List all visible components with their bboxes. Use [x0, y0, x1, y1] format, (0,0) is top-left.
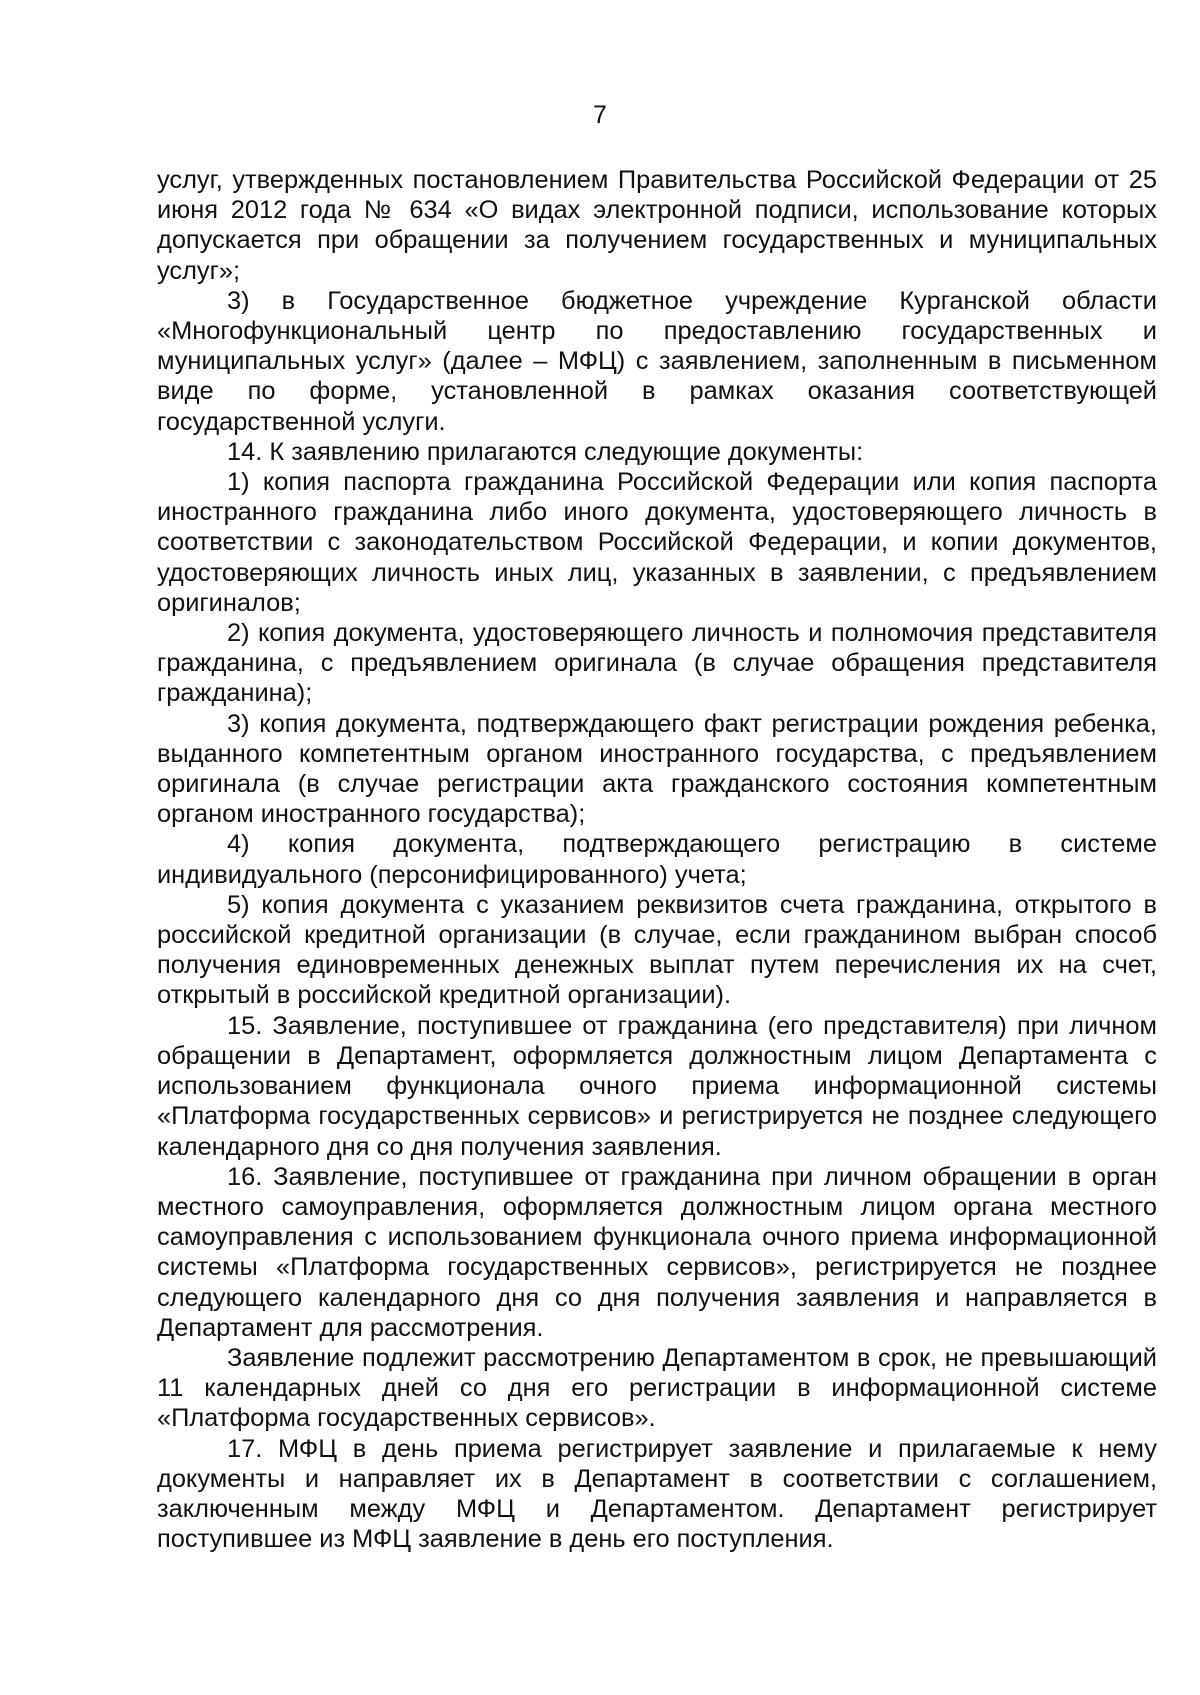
paragraph-14-item-3: 3) копия документа, подтверждающего факт регистрации рождения ребенка, выданного компетентным органом иностранного государства, с предъявлением оригинала (в случае регистрации акта гражданского состояния компетентным органом иностранного государства);: [157, 709, 1157, 829]
page-number: 7: [593, 101, 607, 129]
paragraph-14-item-5: 5) копия документа с указанием реквизитов счета гражданина, открытого в российской кредитной организации (в случае, если гражданином выбран способ получения единовременных денежных выплат путем перечисления их на счет, открытый в российской кредитной организации).: [157, 890, 1157, 1010]
document-body: [157, 165, 1157, 1554]
paragraph-item-3-mfc: 3) в Государственное бюджетное учреждение Курганской области «Многофункциональный центр по предоставлению государственных и муниципальных услуг» (далее – МФЦ) с заявлением, заполненным в письменном виде по форме, установленной в рамках оказания соответствующей государственной услуги.: [157, 286, 1157, 436]
paragraph-14-item-4: 4) копия документа, подтверждающего регистрацию в системе индивидуального (персонифицированного) учета;: [157, 830, 1157, 889]
paragraph-14: 14. К заявлению прилагаются следующие документы:: [227, 437, 864, 466]
paragraph-14-item-2: 2) копия документа, удостоверяющего личность и полномочия представителя гражданина, с предъявлением оригинала (в случае обращения представителя гражданина);: [157, 619, 1157, 708]
paragraph-17: 17. МФЦ в день приема регистрирует заявление и прилагаемые к нему документы и направляет их в Департамент в соответствии с соглашением, заключенным между МФЦ и Департаментом. Департамент регистрирует поступившее из МФЦ заявление в день его поступления.: [157, 1434, 1157, 1554]
paragraph-16-review-term: Заявление подлежит рассмотрению Департаментом в срок, не превышающий 11 календарных дней со дня его регистрации в информационной системе «Платформа государственных сервисов».: [157, 1343, 1157, 1433]
paragraph-continuation: услуг, утвержденных постановлением Правительства Российской Федерации от 25 июня 2012 года № 634 «О видах электронной подписи, использование которых допускается при обращении за получением государственных и муниципальных услуг»;: [157, 166, 1157, 285]
paragraph-15: 15. Заявление, поступившее от гражданина (его представителя) при личном обращении в Департамент, оформляется должностным лицом Департамента с использованием функционала очного приема информационной системы «Платформа государственных сервисов» и регистрируется не позднее следующего календарного дня со дня получения заявления.: [157, 1011, 1157, 1161]
paragraph-16: 16. Заявление, поступившее от гражданина при личном обращении в орган местного самоуправления, оформляется должностным лицом органа местного самоуправления с использованием функционала очного приема информационной системы «Платформа государственных сервисов», регистрируется не позднее следующего календарного дня со дня получения заявления и направляется в Департамент для рассмотрения.: [157, 1162, 1157, 1342]
paragraph-14-item-1: 1) копия паспорта гражданина Российской Федерации или копия паспорта иностранного гражданина либо иного документа, удостоверяющего личность в соответствии с законодательством Российской Федерации, и копии документов, удостоверяющих личность иных лиц, указанных в заявлении, с предъявлением оригиналов;: [157, 468, 1157, 617]
